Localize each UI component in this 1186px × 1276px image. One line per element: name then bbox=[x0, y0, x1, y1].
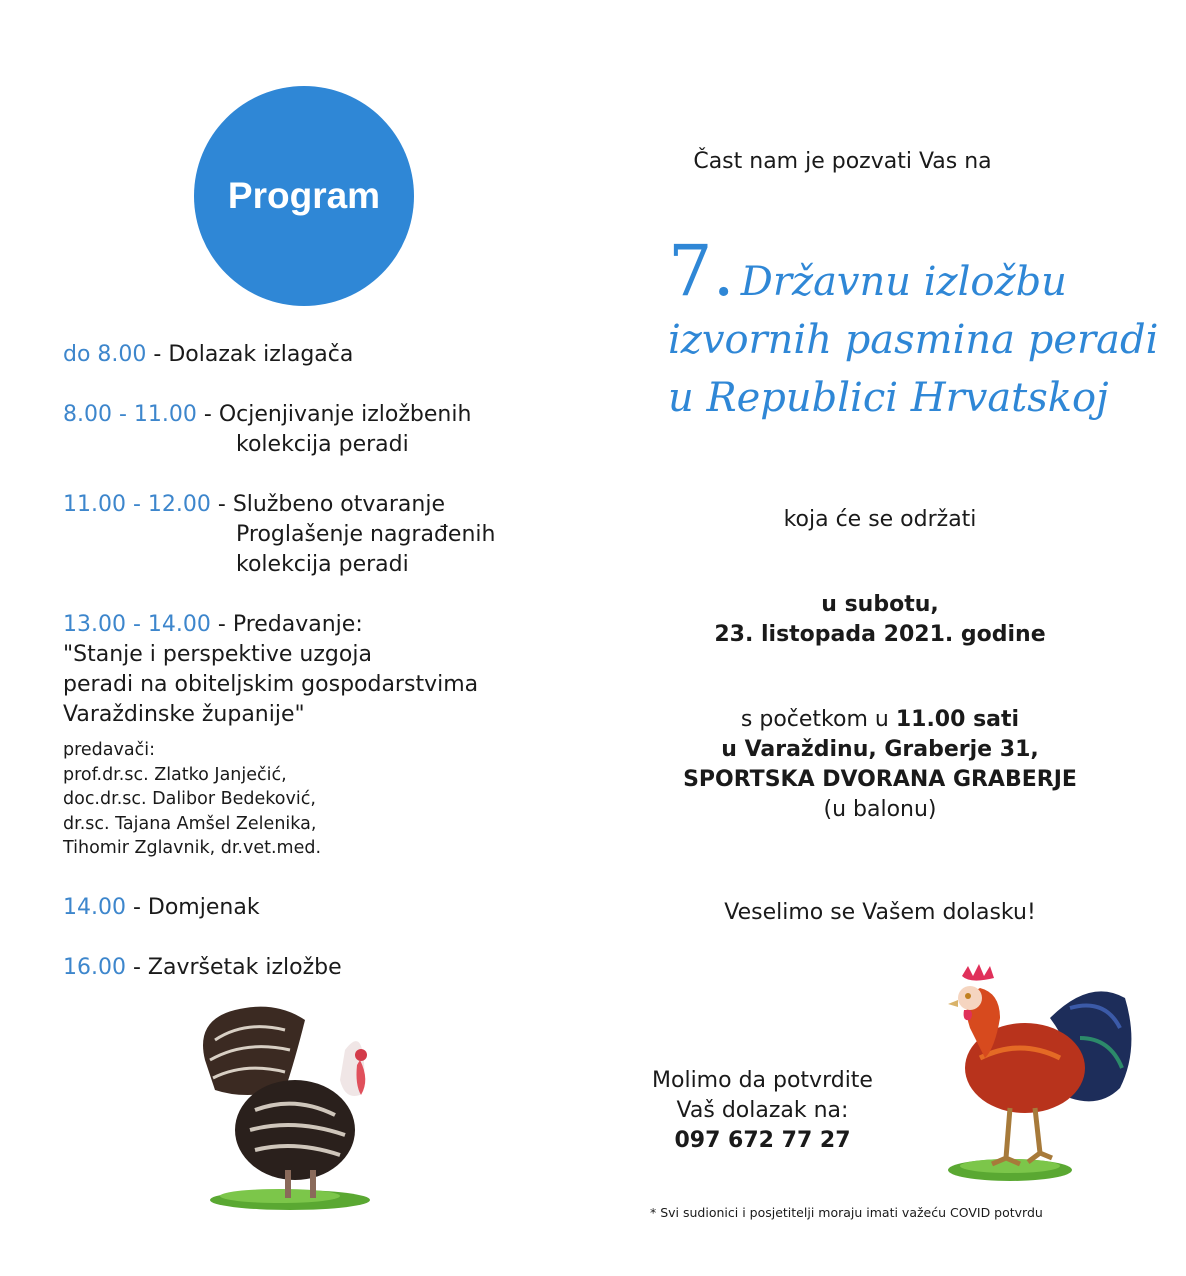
schedule-time: 16.00 bbox=[63, 955, 126, 980]
schedule-text-cont: kolekcija peradi bbox=[236, 552, 409, 577]
schedule-time: do 8.00 bbox=[63, 342, 147, 367]
turkey-illustration bbox=[185, 1000, 395, 1215]
event-location bbox=[610, 705, 1150, 825]
event-day: u subotu, bbox=[821, 592, 939, 617]
schedule-item bbox=[63, 953, 342, 983]
schedule-item bbox=[63, 610, 478, 730]
schedule-text: - Domjenak bbox=[125, 895, 260, 920]
lecture-title: "Stanje i perspektive uzgoja bbox=[63, 642, 372, 667]
schedule-time: 11.00 - 12.00 bbox=[63, 492, 211, 517]
schedule-time: 8.00 - 11.00 bbox=[63, 402, 197, 427]
schedule-item bbox=[63, 893, 260, 923]
schedule-time: 14.00 bbox=[63, 895, 126, 920]
rooster-illustration bbox=[940, 958, 1140, 1188]
invitation-intro: Čast nam je pozvati Vas na bbox=[693, 149, 992, 174]
event-edition-number: 7. bbox=[668, 230, 735, 312]
event-venue-note: (u balonu) bbox=[823, 797, 937, 822]
event-title bbox=[668, 230, 1178, 427]
rsvp-phone: 097 672 77 27 bbox=[674, 1128, 851, 1153]
event-title-text: Državnu izložbu bbox=[740, 259, 1067, 305]
event-start-prefix: s početkom u bbox=[740, 707, 896, 732]
lecture-title: Varaždinske županije" bbox=[63, 702, 305, 727]
lecturers-block bbox=[63, 738, 321, 861]
schedule-text-cont: kolekcija peradi bbox=[236, 432, 409, 457]
program-heading: Program bbox=[227, 175, 381, 216]
schedule-text-cont: Proglašenje nagrađenih bbox=[236, 522, 496, 547]
rsvp-block bbox=[590, 1066, 935, 1156]
held-text: koja će se održati bbox=[783, 507, 977, 532]
lecturer-name: dr.sc. Tajana Amšel Zelenika, bbox=[63, 813, 317, 834]
event-start bbox=[610, 705, 1150, 735]
schedule-text: - Ocjenjivanje izložbenih bbox=[196, 402, 472, 427]
event-title-line: izvornih pasmina peradi bbox=[668, 317, 1159, 363]
schedule-text: - Dolazak izlagača bbox=[146, 342, 354, 367]
event-venue: SPORTSKA DVORANA GRABERJE bbox=[683, 767, 1077, 792]
lecturer-name: Tihomir Zglavnik, dr.vet.med. bbox=[63, 838, 322, 858]
event-title-line bbox=[668, 230, 1178, 312]
schedule-item bbox=[63, 400, 471, 460]
schedule-item bbox=[63, 340, 353, 370]
rsvp-text: Vaš dolazak na: bbox=[676, 1098, 849, 1123]
lecturer-name: doc.dr.sc. Dalibor Bedeković, bbox=[63, 789, 316, 809]
schedule-time: 13.00 - 14.00 bbox=[63, 612, 211, 637]
event-date-full: 23. listopada 2021. godine bbox=[714, 622, 1046, 647]
lecture-title: peradi na obiteljskim gospodarstvima bbox=[63, 672, 479, 697]
schedule-text: - Službeno otvaranje bbox=[210, 492, 445, 517]
lecturers-label: predavači: bbox=[63, 740, 155, 760]
event-address: u Varaždinu, Graberje 31, bbox=[721, 737, 1039, 762]
rsvp-text: Molimo da potvrdite bbox=[652, 1068, 873, 1093]
welcome-text: Veselimo se Vašem dolasku! bbox=[724, 900, 1036, 925]
covid-note: * Svi sudionici i posjetitelji moraju imati važeću COVID potvrdu bbox=[650, 1205, 1043, 1220]
schedule-text: - Predavanje: bbox=[210, 612, 363, 637]
schedule-text: - Završetak izložbe bbox=[125, 955, 342, 980]
event-start-time: 11.00 sati bbox=[895, 707, 1020, 732]
lecturer-name: prof.dr.sc. Zlatko Janječić, bbox=[63, 764, 287, 785]
event-date bbox=[610, 590, 1150, 650]
event-title-line: u Republici Hrvatskoj bbox=[668, 375, 1109, 421]
program-badge bbox=[194, 86, 414, 306]
schedule-item bbox=[63, 490, 495, 580]
